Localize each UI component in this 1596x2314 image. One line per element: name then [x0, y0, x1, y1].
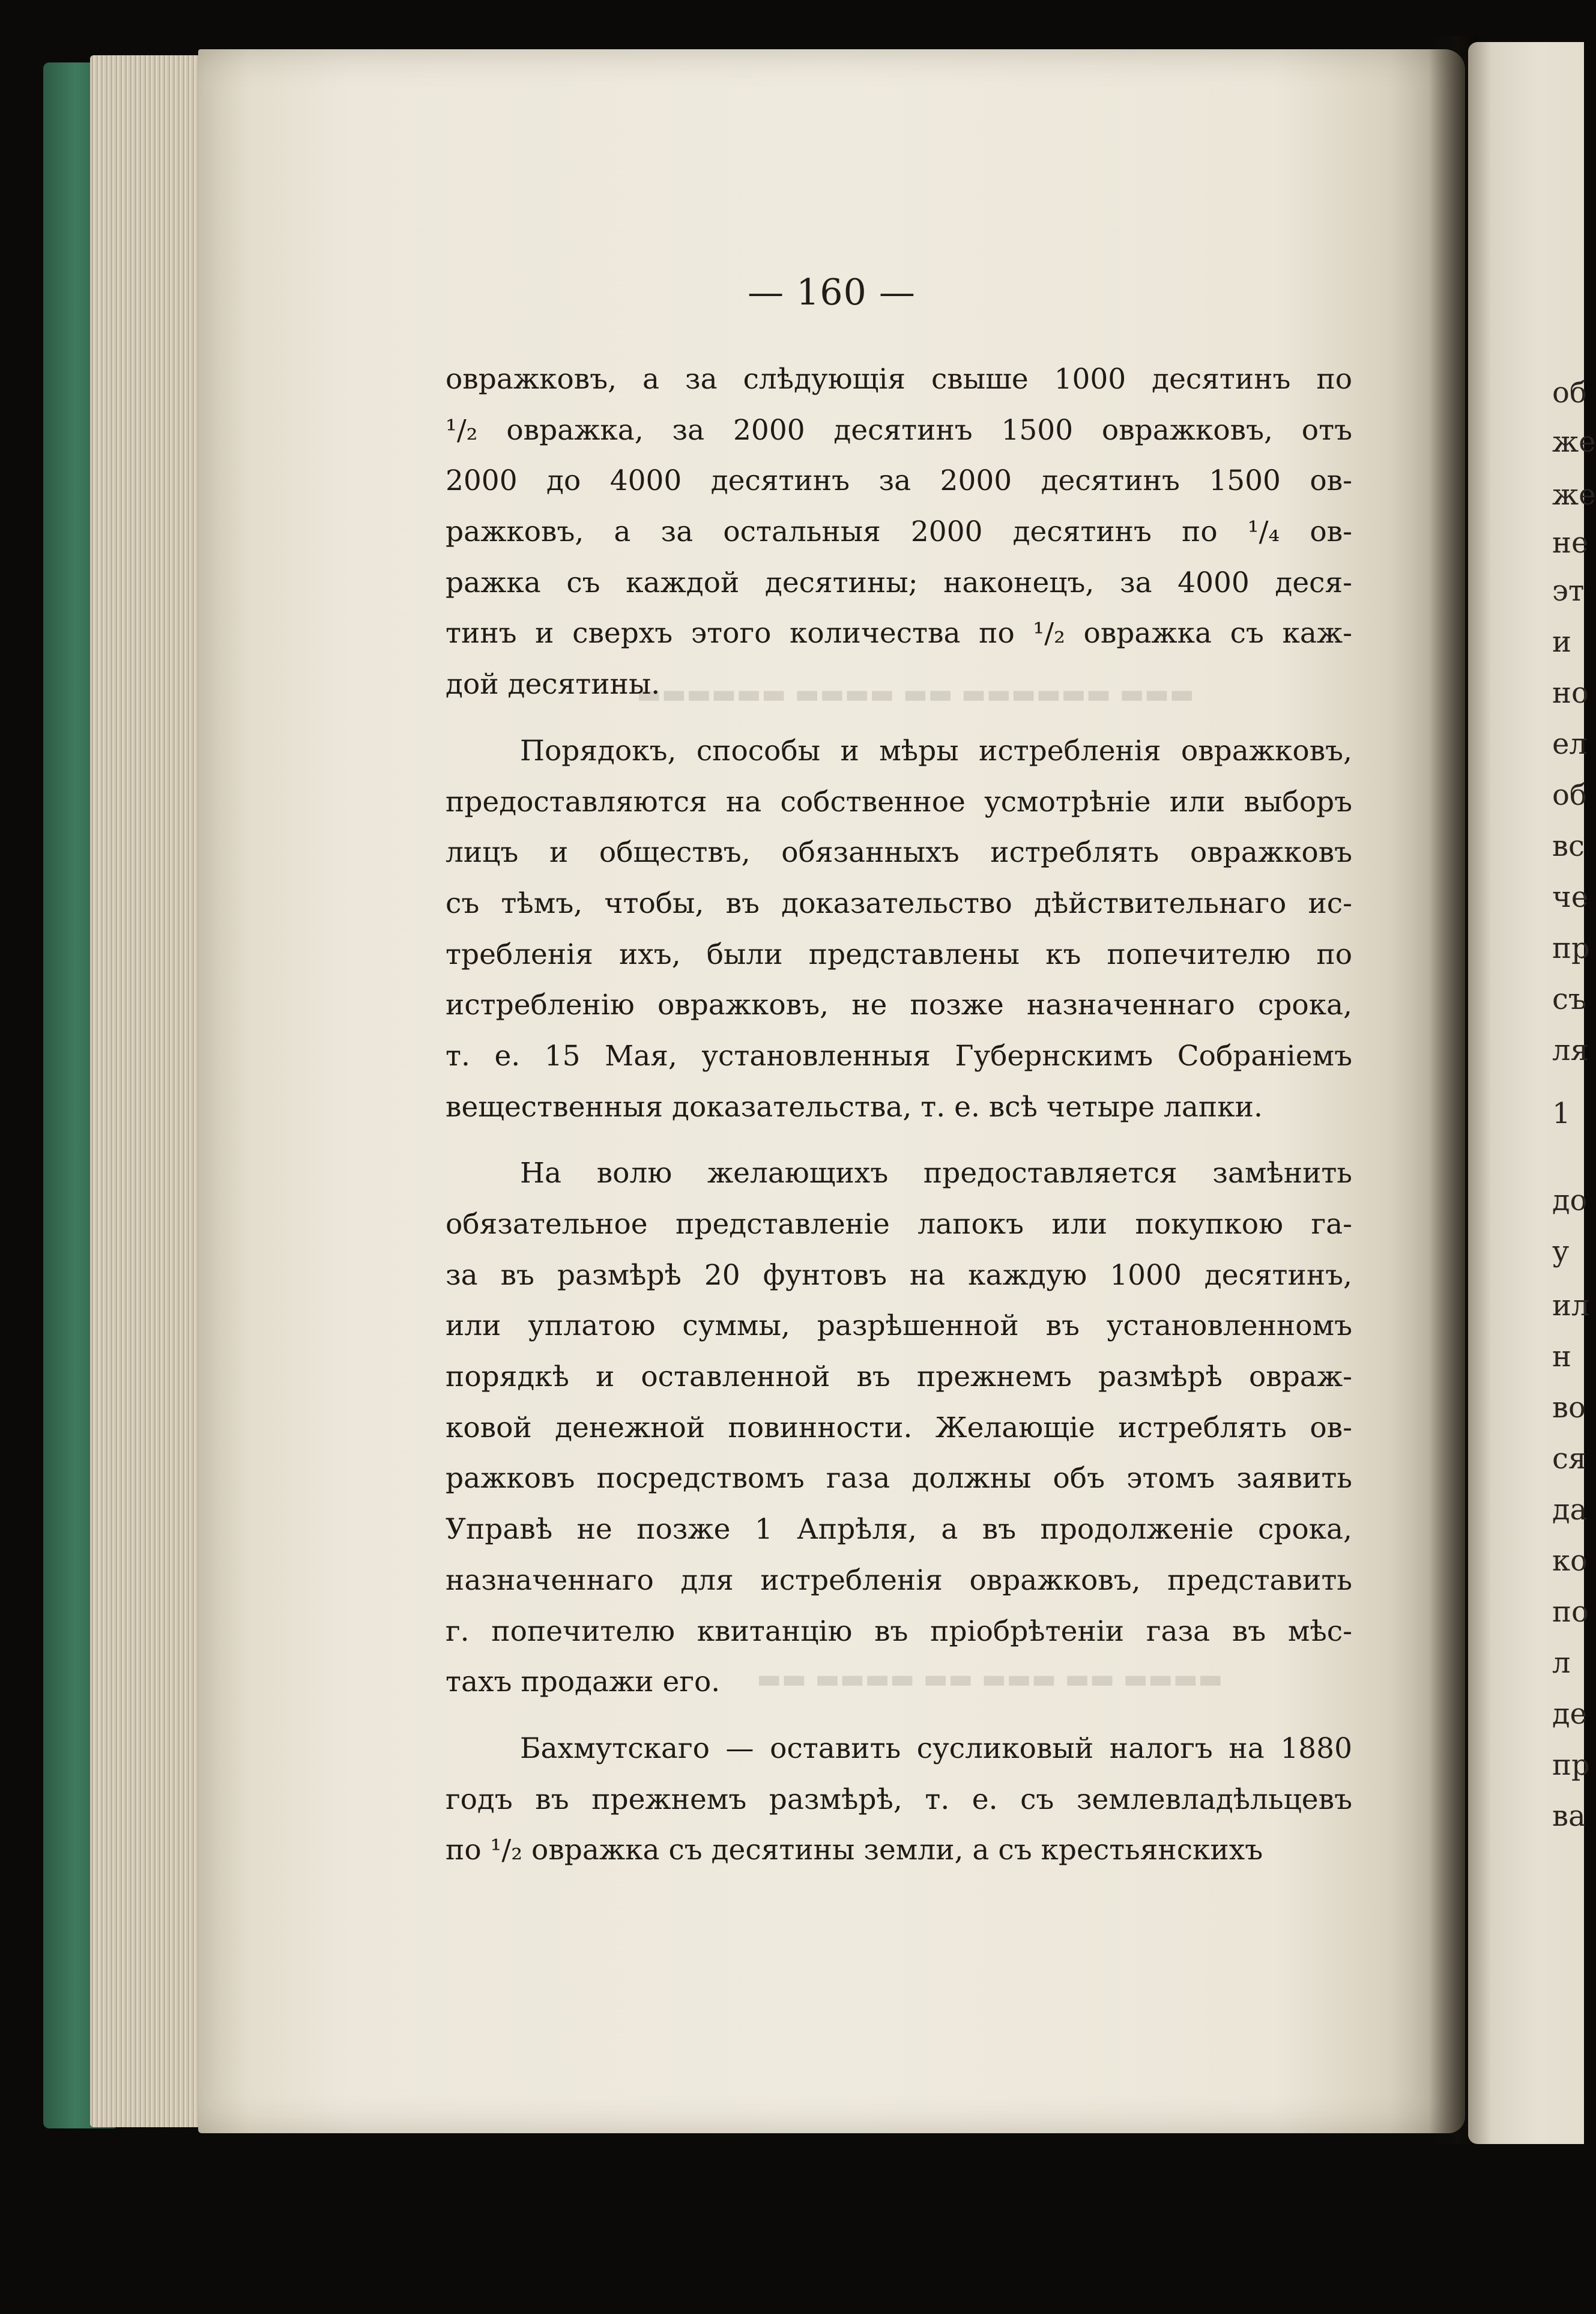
- bleed-through-2: ▬▬▬▬ ▬▬ ▬▬▬ ▬▬ ▬▬▬▬ ▬▬: [757, 1664, 1223, 1694]
- facing-page-fragment: до: [1552, 1184, 1588, 1217]
- facing-page-fragment: но: [1552, 676, 1589, 710]
- facing-page-fragment: съ: [1552, 983, 1587, 1016]
- text-line: Порядокъ, способы и мѣры истребленія овражковъ,: [520, 734, 1352, 768]
- paragraph-3: [446, 1148, 1352, 1708]
- facing-page-fragment: и: [1552, 625, 1571, 659]
- facing-page-fragment: ел: [1552, 727, 1588, 761]
- paragraph-1: [446, 354, 1352, 710]
- facing-page-fragment: по: [1552, 1595, 1589, 1629]
- text-line: съ тѣмъ, чтобы, въ доказательство дѣйствительнаго ис-: [446, 886, 1352, 920]
- facing-page-fragment: во: [1552, 1391, 1586, 1425]
- facing-page-fragment: 1: [1552, 1097, 1571, 1130]
- text-line: требленія ихъ, были представлены къ попечителю по: [446, 937, 1352, 971]
- text-line: На волю желающихъ предоставляется замѣнить: [520, 1157, 1352, 1190]
- text-line: предоставляются на собственное усмотрѣніе или выборъ: [446, 785, 1352, 819]
- page-text: [446, 354, 1352, 1876]
- facing-page-fragment: л: [1552, 1646, 1571, 1680]
- facing-page-fragment: пр: [1552, 1748, 1590, 1782]
- text-line: ковой денежной повинности. Желающіе истреблять ов-: [446, 1411, 1352, 1444]
- text-line: вещественныя доказательства, т. е. всѣ четыре лапки.: [446, 1090, 1263, 1124]
- facing-page-fragment: де: [1552, 1697, 1587, 1731]
- text-line: назначеннаго для истребленія овражковъ, представить: [446, 1563, 1352, 1597]
- facing-page-fragment: вс: [1552, 829, 1585, 863]
- text-line: порядкѣ и оставленной въ прежнемъ размѣрѣ овраж-: [446, 1360, 1352, 1394]
- facing-page-fragment: у: [1552, 1235, 1570, 1268]
- facing-page-fragment: же: [1552, 478, 1596, 512]
- text-line: Управѣ не позже 1 Апрѣля, а въ продолженіе срока,: [446, 1513, 1352, 1546]
- paragraph-2: [446, 726, 1352, 1133]
- facing-page-fragment: об: [1552, 376, 1587, 410]
- text-line: или уплатою суммы, разрѣшенной въ установленномъ: [446, 1309, 1352, 1343]
- text-line: годъ въ прежнемъ размѣрѣ, т. е. съ землевладѣльцевъ: [446, 1782, 1352, 1816]
- text-line: ражка съ каждой десятины; наконецъ, за 4000 деся-: [446, 566, 1352, 599]
- text-line: т. е. 15 Мая, установленныя Губернскимъ Собраніемъ: [446, 1039, 1352, 1073]
- text-line: ражковъ посредствомъ газа должны объ этомъ заявить: [446, 1462, 1352, 1495]
- facing-page: [1468, 42, 1596, 2144]
- facing-page-fragment: ля: [1552, 1034, 1589, 1067]
- text-line: ¹/₂ овражка, за 2000 десятинъ 1500 овражковъ, отъ: [446, 413, 1352, 447]
- facing-page-fragment: да: [1552, 1493, 1588, 1527]
- text-line: 2000 до 4000 десятинъ за 2000 десятинъ 1500 ов-: [446, 464, 1352, 498]
- text-line: г. попечителю квитанцію въ пріобрѣтеніи газа въ мѣс-: [446, 1614, 1352, 1648]
- facing-page-fragment: эт: [1552, 574, 1585, 608]
- facing-page-fragment: же: [1552, 425, 1596, 459]
- facing-page-fragment: ко: [1552, 1544, 1588, 1578]
- text-line: ражковъ, а за остальныя 2000 десятинъ по ¹/₄ ов-: [446, 515, 1352, 549]
- text-line: тинъ и сверхъ этого количества по ¹/₂ овражка съ каж-: [446, 617, 1352, 650]
- facing-page-fragment: ся: [1552, 1442, 1587, 1476]
- facing-page-fragment: ил: [1552, 1289, 1590, 1322]
- text-line: по ¹/₂ овражка съ десятины земли, а съ крестьянскихъ: [446, 1834, 1263, 1867]
- text-line: лицъ и обществъ, обязанныхъ истреблять овражковъ: [446, 836, 1352, 870]
- page-number: — 160 —: [748, 271, 916, 313]
- page-edges: [90, 55, 216, 2127]
- facing-page-fragment: че: [1552, 880, 1589, 914]
- facing-page-fragment: об: [1552, 778, 1587, 812]
- text-line: овражковъ, а за слѣдующія свыше 1000 десятинъ по: [446, 363, 1352, 396]
- facing-page-fragment: ва: [1552, 1799, 1586, 1833]
- facing-page-fragment: не: [1552, 526, 1589, 560]
- text-line: за въ размѣрѣ 20 фунтовъ на каждую 1000 десятинъ,: [446, 1258, 1352, 1292]
- bleed-through-1: ▬▬▬ ▬▬▬▬▬▬ ▬▬ ▬▬▬▬ ▬▬▬▬▬▬: [636, 679, 1194, 709]
- text-line: обязательное представленіе лапокъ или покупкою га-: [446, 1208, 1352, 1241]
- text-line: тахъ продажи его.: [446, 1665, 721, 1699]
- text-line: Бахмутскаго — оставить сусликовый налогъ на 1880: [520, 1731, 1352, 1765]
- facing-page-fragment: пр: [1552, 931, 1590, 965]
- text-line: дой десятины.: [446, 668, 660, 701]
- paragraph-4: [446, 1724, 1352, 1876]
- text-line: истребленію овражковъ, не позже назначеннаго срока,: [446, 989, 1352, 1022]
- facing-page-fragment: н: [1552, 1340, 1571, 1374]
